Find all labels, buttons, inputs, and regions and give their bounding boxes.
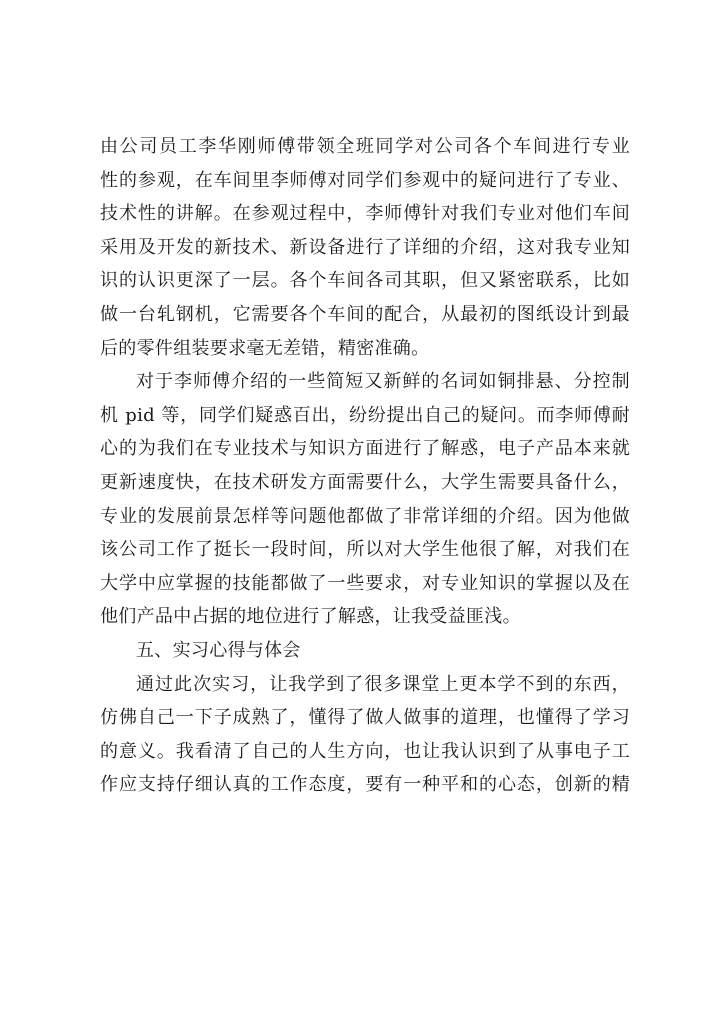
- paragraph-1-line-2: 性的参观，在车间里李师傅对同学们参观中的疑问进行了专业、: [100, 169, 630, 191]
- paragraph-1-line-7: 后的零件组装要求毫无差错，精密准确。: [100, 337, 430, 359]
- paragraph-2-line-8: 他们产品中占据的地位进行了解惑，让我受益匪浅。: [100, 606, 521, 628]
- paragraph-3-line-4: 作应支持仔细认真的工作态度，要有一种平和的心态，创新的精: [100, 774, 630, 796]
- paragraph-1-line-3: 技术性的讲解。在参观过程中，李师傅针对我们专业对他们车间: [100, 203, 630, 225]
- paragraph-1-line-6: 做一台轧钢机，它需要各个车间的配合，从最初的图纸设计到最: [100, 303, 630, 325]
- paragraph-2-line-3: 心的为我们在专业技术与知识方面进行了解惑，电子产品本来就: [100, 438, 630, 460]
- section-heading: 五、实习心得与体会: [136, 639, 301, 661]
- paragraph-1-line-4: 采用及开发的新技术、新设备进行了详细的介绍，这对我专业知: [100, 236, 630, 258]
- paragraph-2-line-5: 专业的发展前景怎样等问题他都做了非常详细的介绍。因为他做: [100, 505, 630, 527]
- paragraph-3-line-2: 仿佛自己一下子成熟了，懂得了做人做事的道理，也懂得了学习: [100, 707, 630, 729]
- paragraph-2-line-2: 机 pid 等，同学们疑惑百出，纷纷提出自己的疑问。而李师傅耐: [100, 404, 630, 426]
- paragraph-3-line-3: 的意义。我看清了自己的人生方向，也让我认识到了从事电子工: [100, 740, 630, 762]
- paragraph-2-line-7: 大学中应掌握的技能都做了一些要求，对专业知识的掌握以及在: [100, 572, 630, 594]
- paragraph-2-line-6: 该公司工作了挺长一段时间，所以对大学生他很了解，对我们在: [100, 539, 630, 561]
- paragraph-1-line-1: 由公司员工李华刚师傅带领全班同学对公司各个车间进行专业: [100, 136, 630, 157]
- paragraph-3-line-1: 通过此次实习，让我学到了很多课堂上更本学不到的东西，: [136, 673, 630, 695]
- document-body: [100, 130, 630, 802]
- paragraph-2-line-4: 更新速度快，在技术研发方面需要什么，大学生需要具备什么，: [100, 471, 630, 493]
- paragraph-1-line-5: 识的认识更深了一层。各个车间各司其职，但又紧密联系，比如: [100, 270, 630, 292]
- paragraph-2-line-1: 对于李师傅介绍的一些简短又新鲜的名词如铜排悬、分控制: [136, 371, 630, 393]
